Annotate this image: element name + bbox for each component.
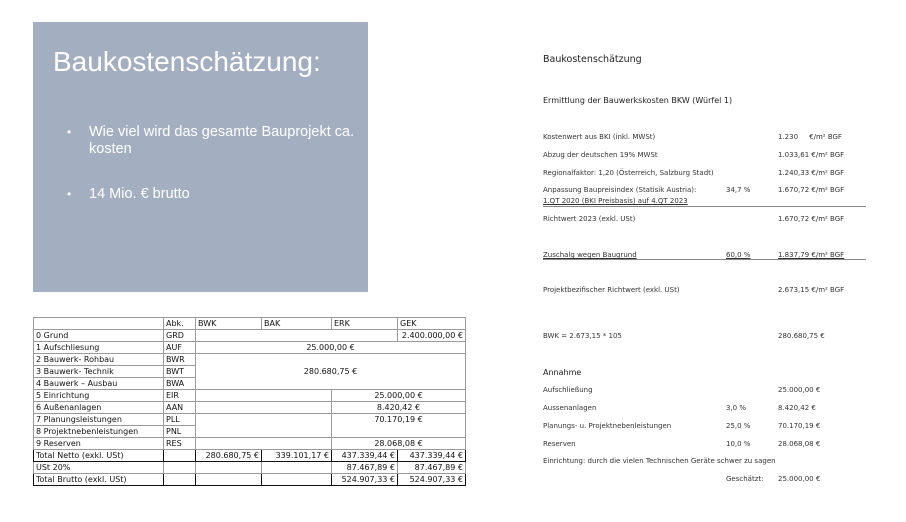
- anpassung-pct: 34,7 %: [726, 186, 751, 194]
- total-erk: 524.907,33 €: [332, 474, 398, 486]
- row-name: 9 Reserven: [34, 438, 164, 450]
- empty-cell: [164, 450, 196, 462]
- divider-line: [543, 206, 866, 207]
- total-gek: 87.467,89 €: [398, 462, 466, 474]
- row-abk: AUF: [164, 342, 196, 354]
- anpassung-sub: 1.QT 2020 (BKI Preisbasis) auf 4.QT 2023: [543, 197, 688, 205]
- total-bak: 339.101,17 €: [262, 450, 332, 462]
- total-name: USt 20%: [34, 462, 164, 474]
- cost-table: [33, 317, 466, 486]
- row-erk: 28.068,08 €: [332, 438, 466, 450]
- row-name: 8 Projektnebenleistungen: [34, 426, 164, 438]
- empty-cell: [262, 474, 332, 486]
- kostenwert-label: Kostenwert aus BKI (inkl. MWSt): [543, 133, 656, 141]
- slide-title-box: [33, 22, 368, 292]
- empty-cell: [196, 438, 332, 450]
- richtwert-value: 1.670,72 €/m² BGF: [778, 215, 845, 223]
- annahme-label: Reserven: [543, 440, 576, 448]
- row-abk: BWA: [164, 378, 196, 390]
- table-row: [34, 414, 466, 426]
- table-header-cell: BAK: [262, 318, 332, 330]
- row-abk: BWR: [164, 354, 196, 366]
- divider-line: [543, 259, 866, 260]
- total-erk: 87.467,89 €: [332, 462, 398, 474]
- row-name: 0 Grund: [34, 330, 164, 342]
- zuschlag-label: Zuschalg wegen Baugrund: [543, 251, 637, 259]
- total-erk: 437.339,44 €: [332, 450, 398, 462]
- table-total-row: [34, 474, 466, 486]
- empty-cell: [262, 462, 332, 474]
- table-row: [34, 402, 466, 414]
- row-name: 3 Bauwerk- Technik: [34, 366, 164, 378]
- anpassung-value: 1.670,72 €/m² BGF: [778, 186, 845, 194]
- slide-title: Baukostenschätzung:: [53, 46, 321, 77]
- table-header-cell: BWK: [196, 318, 262, 330]
- empty-cell: [196, 414, 332, 438]
- total-gek: 437.339,44 €: [398, 450, 466, 462]
- annahme-label: Planungs- u. Projektnebenleistungen: [543, 422, 672, 430]
- annahme-pct: 3,0 %: [726, 404, 747, 412]
- annahme-pct: 10,0 %: [726, 440, 751, 448]
- slide-bullet: • Wie viel wird das gesamte Bauprojekt ca. kosten: [55, 124, 360, 158]
- table-row: [34, 354, 466, 366]
- row-gek: 2.400.000,00 €: [398, 330, 466, 342]
- empty-cell: [196, 474, 262, 486]
- total-name: Total Brutto (exkl. USt): [34, 474, 164, 486]
- annahme-value: 25.000,00 €: [778, 386, 821, 394]
- regional-label: Regionalfaktor: 1,20 (Österreich, Salzburg Stadt): [543, 169, 714, 177]
- row-erk: 70.170,19 €: [332, 414, 466, 438]
- total-name: Total Netto (exkl. USt): [34, 450, 164, 462]
- row-name: 4 Bauwerk – Ausbau: [34, 378, 164, 390]
- regional-value: 1.240,33 €/m² BGF: [778, 169, 845, 177]
- annahme-value: 8.420,42 €: [778, 404, 816, 412]
- row-abk: PNL: [164, 426, 196, 438]
- row-erk: 8.420,42 €: [332, 402, 466, 414]
- empty-cell: [196, 390, 332, 402]
- table-row: [34, 342, 466, 354]
- zuschlag-pct: 60,0 %: [726, 251, 751, 259]
- row-name: 7 Planungsleistungen: [34, 414, 164, 426]
- table-header-row: [34, 318, 466, 330]
- row-bwk: 280.680,75 €: [196, 354, 466, 390]
- row-abk: AAN: [164, 402, 196, 414]
- row-name: 5 Einrichtung: [34, 390, 164, 402]
- row-name: 1 Aufschliesung: [34, 342, 164, 354]
- doc-subtitle: Ermittlung der Bauwerkskosten BKW (Würfel 1): [543, 96, 733, 105]
- slide-bullet: • 14 Mio. € brutto: [55, 186, 360, 203]
- empty-cell: [196, 330, 398, 342]
- table-total-row: [34, 462, 466, 474]
- table-row: [34, 390, 466, 402]
- kostenwert-value: 1.230 €/m² BGF: [778, 133, 842, 141]
- row-erk: 25.000,00 €: [332, 390, 466, 402]
- empty-cell: [196, 402, 332, 414]
- bwk-formula: BWK = 2.673,15 * 105: [543, 332, 622, 340]
- total-bwk: 280.680,75 €: [196, 450, 262, 462]
- annahme-pct: 25,0 %: [726, 422, 751, 430]
- table-header-cell: Abk.: [164, 318, 196, 330]
- table-row: [34, 330, 466, 342]
- bwk-value: 280.680,75 €: [778, 332, 825, 340]
- anpassung-label: Anpassung Baupreisindex (Statisik Austria):: [543, 186, 697, 194]
- geschaetzt-label: Geschätzt:: [726, 475, 764, 483]
- row-abk: BWT: [164, 366, 196, 378]
- row-abk: EIR: [164, 390, 196, 402]
- geschaetzt-value: 25.000,00 €: [778, 475, 821, 483]
- row-abk: RES: [164, 438, 196, 450]
- row-erk: 25.000,00 €: [196, 342, 466, 354]
- abzug-label: Abzug der deutschen 19% MWSt: [543, 151, 658, 159]
- empty-cell: [164, 474, 196, 486]
- total-gek: 524.907,33 €: [398, 474, 466, 486]
- richtwert-label: Richtwert 2023 (exkl. USt): [543, 215, 636, 223]
- einrichtung-note: Einrichtung: durch die vielen Technischen Geräte schwer zu sagen: [543, 457, 776, 465]
- annahme-value: 28.068,08 €: [778, 440, 821, 448]
- row-name: 2 Bauwerk- Rohbau: [34, 354, 164, 366]
- annahme-label: Aufschließung: [543, 386, 593, 394]
- calculation-document: [530, 0, 870, 522]
- projekt-label: Projektbezifischer Richtwert (exkl. USt): [543, 286, 680, 294]
- abzug-value: 1.033,61 €/m² BGF: [778, 151, 845, 159]
- table-total-row: [34, 450, 466, 462]
- table-header-cell: ERK: [332, 318, 398, 330]
- empty-cell: [164, 462, 196, 474]
- row-abk: GRD: [164, 330, 196, 342]
- doc-title: Baukostenschätzung: [543, 54, 642, 65]
- zuschlag-value: 1.837,79 €/m² BGF: [778, 251, 845, 259]
- annahme-heading: Annahme: [543, 368, 582, 377]
- annahme-value: 70.170,19 €: [778, 422, 821, 430]
- annahme-label: Aussenanlagen: [543, 404, 597, 412]
- table-row: [34, 438, 466, 450]
- table-header-cell: GEK: [398, 318, 466, 330]
- slide-bullet-list: [55, 124, 360, 203]
- row-abk: PLL: [164, 414, 196, 426]
- empty-cell: [196, 462, 262, 474]
- row-name: 6 Außenanlagen: [34, 402, 164, 414]
- projekt-value: 2.673,15 €/m² BGF: [778, 286, 845, 294]
- table-header-cell: [34, 318, 164, 330]
